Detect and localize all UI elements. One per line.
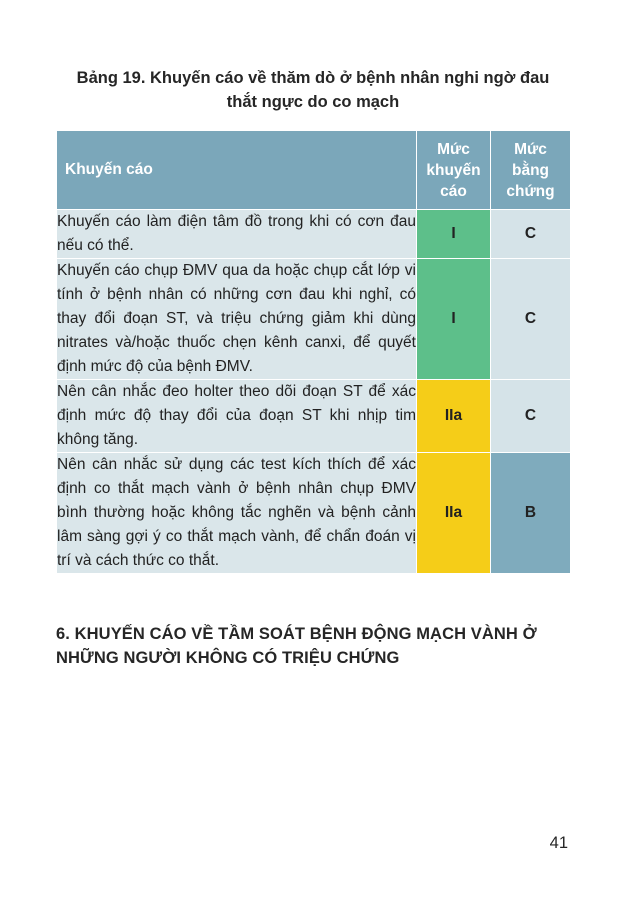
- recommendation-text: Nên cân nhắc đeo holter theo dõi đoạn ST để xác định mức độ thay đổi của đoạn ST khi nhịp tim không tăng.: [57, 380, 417, 453]
- table-row: [57, 380, 571, 453]
- header-class-line-2: khuyến: [426, 161, 481, 179]
- evidence-cell: C: [491, 380, 571, 453]
- evidence-cell: C: [491, 259, 571, 380]
- table-header-row: [57, 131, 571, 210]
- section-heading-line-1: 6. KHUYẾN CÁO VỀ TẦM SOÁT BỆNH ĐỘNG MẠCH VÀNH Ở: [56, 625, 537, 643]
- header-class-of-recommendation: [417, 131, 491, 210]
- class-cell: I: [417, 259, 491, 380]
- table-caption-line-1: Bảng 19. Khuyến cáo về thăm dò ở bệnh nhân nghi ngờ đau: [76, 69, 550, 87]
- header-class-line-3: cáo: [440, 182, 467, 200]
- table-caption: [56, 66, 570, 114]
- header-evidence-line-3: chứng: [506, 182, 555, 200]
- recommendation-text: Khuyến cáo chụp ĐMV qua da hoặc chụp cắt lớp vi tính ở bệnh nhân có những cơn đau khi nghỉ, có thay đổi đoạn ST, và triệu chứng giảm khi dùng nitrates và/hoặc thuốc chẹn kênh canxi, để quyết định mức độ của bệnh ĐMV.: [57, 259, 417, 380]
- header-evidence-line-1: Mức: [514, 140, 547, 158]
- table-caption-line-2: thắt ngực do co mạch: [226, 93, 400, 111]
- evidence-cell: B: [491, 453, 571, 574]
- header-class-line-1: Mức: [437, 140, 470, 158]
- section-heading-line-2: NHỮNG NGƯỜI KHÔNG CÓ TRIỆU CHỨNG: [56, 649, 400, 667]
- table-row: [57, 259, 571, 380]
- header-evidence-line-2: bằng: [511, 161, 550, 179]
- table-row: [57, 453, 571, 574]
- class-cell: I: [417, 210, 491, 259]
- header-recommendation: Khuyến cáo: [57, 131, 417, 210]
- table-row: [57, 210, 571, 259]
- section-heading: [56, 622, 586, 670]
- evidence-cell: C: [491, 210, 571, 259]
- recommendation-text: Khuyến cáo làm điện tâm đồ trong khi có cơn đau nếu có thể.: [57, 210, 417, 259]
- class-cell: IIa: [417, 453, 491, 574]
- header-level-of-evidence: [491, 131, 571, 210]
- recommendation-text: Nên cân nhắc sử dụng các test kích thích để xác định co thắt mạch vành ở bệnh nhân chụp ĐMV bình thường hoặc không tắc nghẽn và bệnh cảnh lâm sàng gợi ý co thắt mạch vành, để chẩn đoán vị trí và cách thức co thắt.: [57, 453, 417, 574]
- class-cell: IIa: [417, 380, 491, 453]
- recommendation-table: [56, 130, 571, 574]
- page-number: 41: [549, 834, 568, 852]
